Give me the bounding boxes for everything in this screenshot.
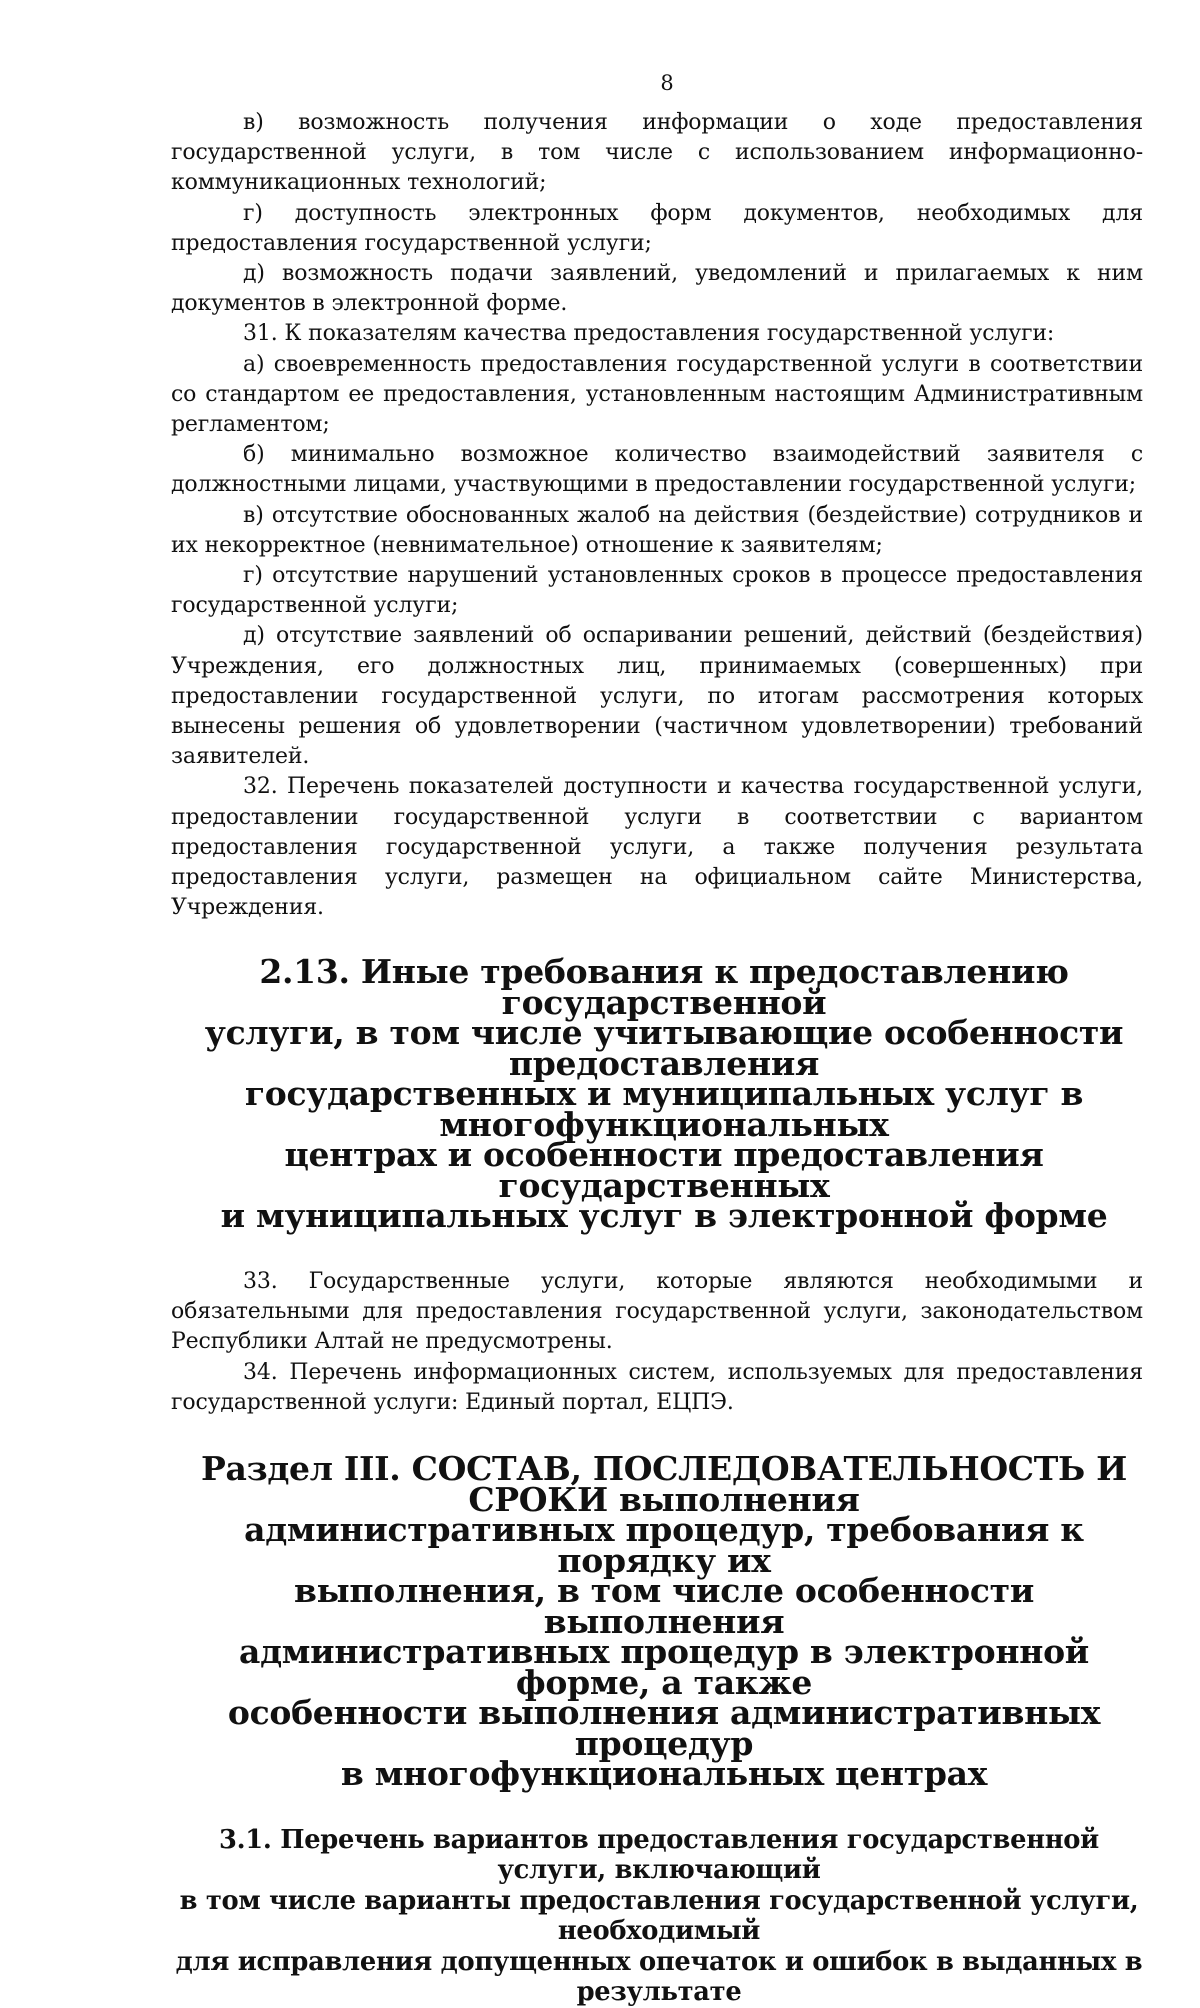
heading-line: в многофункциональных центрах bbox=[340, 1754, 988, 1793]
heading-line: административных процедур, требования к порядку их bbox=[244, 1510, 1084, 1580]
paragraph-31v: в) отсутствие обоснованных жалоб на действия (бездействие) сотрудников и их некорректное (невнимательное) отношение к заявителям; bbox=[171, 502, 1143, 558]
heading-line: центрах и особенности предоставления государственных bbox=[284, 1135, 1044, 1205]
page-number: 8 bbox=[660, 71, 674, 95]
heading-line: выполнения, в том числе особенности выполнения bbox=[293, 1571, 1035, 1641]
heading-line: государственных и муниципальных услуг в многофункциональных bbox=[244, 1074, 1084, 1144]
heading-line: для исправления допущенных опечаток и ошибок в выданных в результате bbox=[175, 1946, 1143, 2007]
heading-line: и муниципальных услуг в электронной форме bbox=[220, 1196, 1108, 1236]
paragraphs-middle bbox=[171, 1267, 1143, 1418]
heading-line: услуги, в том числе учитывающие особенности предоставления bbox=[204, 1013, 1124, 1083]
heading-line: особенности выполнения административных процедур bbox=[227, 1693, 1101, 1763]
paragraph-31a: а) своевременность предоставления государственной услуги в соответствии со стандартом ее предоставления, установленным настоящим Административным регламентом; bbox=[171, 351, 1143, 438]
heading-line: Раздел III. СОСТАВ, ПОСЛЕДОВАТЕЛЬНОСТЬ И СРОКИ выполнения bbox=[200, 1449, 1127, 1519]
heading-line: 3.1. Перечень вариантов предоставления государственной услуги, включающий bbox=[219, 1824, 1099, 1885]
paragraph-31b: б) минимально возможное количество взаимодействий заявителя с должностными лицами, участвующими в предоставлении государственной услуги; bbox=[171, 442, 1143, 498]
paragraphs-top bbox=[171, 108, 1143, 923]
paragraph-33: 33. Государственные услуги, которые являются необходимыми и обязательными для предоставления государственной услуги, законодательством Республики Алтай не предусмотрены. bbox=[171, 1268, 1143, 1355]
paragraph-32: 32. Перечень показателей доступности и качества государственной услуги, предоставлении государственной услуги в соответствии с вариантом предоставления государственной услуги, а также получения результата предоставления услуги, размещен на официальном сайте Министерства, Учреждения. bbox=[171, 774, 1143, 921]
paragraph-30g: г) доступность электронных форм документов, необходимых для предоставления государственной услуги; bbox=[171, 200, 1143, 256]
paragraph-30v: в) возможность получения информации о ходе предоставления государственной услуги, в том числе с использованием информационно-коммуникационных технологий; bbox=[171, 110, 1143, 196]
section-heading-3-1 bbox=[161, 1825, 1157, 2008]
heading-line: административных процедур в электронной форме, а также bbox=[239, 1632, 1089, 1702]
paragraph-31: 31. К показателям качества предоставления государственной услуги: bbox=[243, 321, 1055, 347]
paragraph-30d: д) возможность подачи заявлений, уведомлений и прилагаемых к ним документов в электронной форме. bbox=[171, 261, 1143, 317]
heading-line: 2.13. Иные требования к предоставлению государственной bbox=[259, 952, 1069, 1022]
paragraph-34: 34. Перечень информационных систем, используемых для предоставления государственной услуги: Единый портал, ЕЦПЭ. bbox=[171, 1359, 1143, 1415]
heading-line: в том числе варианты предоставления государственной услуги, необходимый bbox=[179, 1885, 1139, 1946]
paragraph-31d: д) отсутствие заявлений об оспаривании решений, действий (бездействия) Учреждения, его должностных лиц, принимаемых (совершенных) при предоставлении государственной услуги, по итогам рассмотрения которых вынесены решения об удовлетворении (частичном удовлетворении) требований заявителей. bbox=[171, 623, 1143, 770]
paragraph-31g: г) отсутствие нарушений установленных сроков в процессе предоставления государственной услуги; bbox=[171, 563, 1143, 619]
section-heading-2-13 bbox=[171, 952, 1143, 1236]
section-heading-3 bbox=[171, 1449, 1143, 1793]
